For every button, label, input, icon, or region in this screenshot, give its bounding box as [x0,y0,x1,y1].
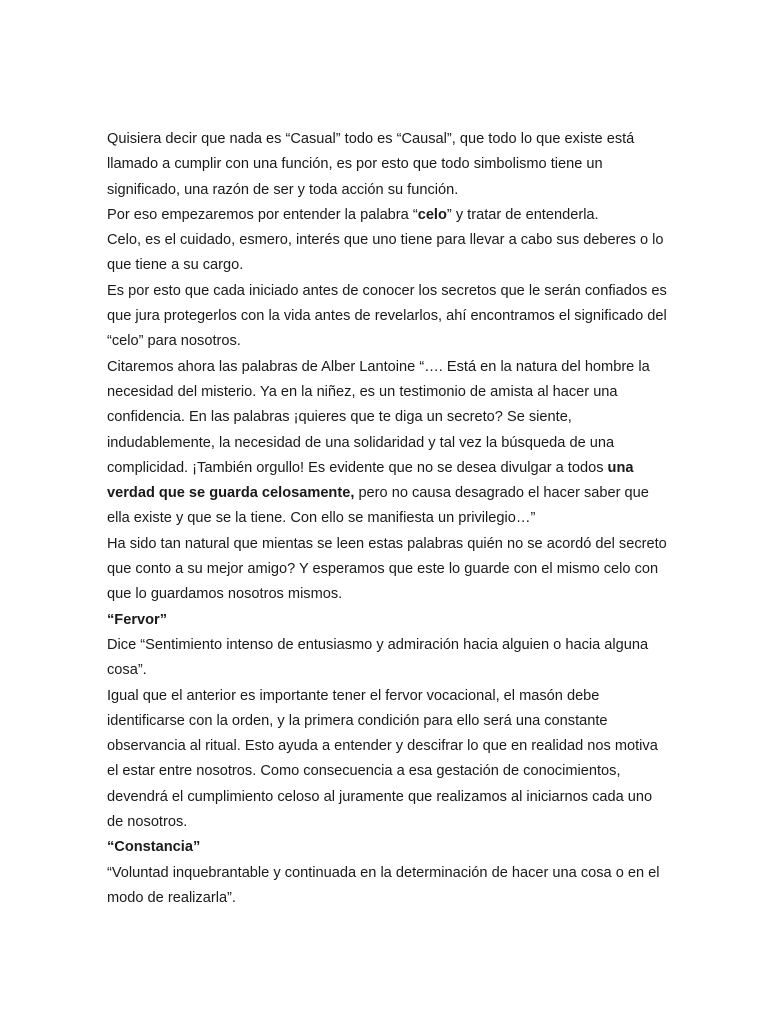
text-run: pero no causa desagrado el hacer saber que ella existe y que se la tiene. Con ello se manifiesta un privilegio…” [107,485,649,527]
paragraph-secreto: Ha sido tan natural que mientas se leen estas palabras quién no se acordó del secreto que conto a su mejor amigo? Y esperamos que este lo guarde con el mismo celo con que lo guardamos nosotros mismos. [107,535,667,603]
heading-constancia [107,835,667,860]
heading-fervor-text: “Fervor” [107,611,168,628]
paragraph-iniciado: Es por esto que cada iniciado antes de conocer los secretos que le serán confiados es que jura protegerlos con la vida antes de revelarlos, ahí encontramos el significado del “celo” para nosotros. [107,282,667,350]
paragraph-celo-intro [107,203,667,228]
heading-constancia-text: “Constancia” [107,839,201,856]
bold-term-celo: celo [417,206,447,223]
text-run: Por eso empezaremos por entender la palabra “ [107,206,418,223]
document-body [107,127,667,911]
paragraph-fervor-vocacional: Igual que el anterior es importante tener el fervor vocacional, el masón debe identificarse con la orden, y la primera condición para ello será una constante observancia al ritual. Esto ayuda a entender y descifrar lo que en realidad nos motiva el estar entre nosotros. Como consecuencia a esa gestación de conocimientos, devendrá el cumplimiento celoso al juramente que realizamos al iniciarnos cada uno de nosotros. [107,687,658,831]
paragraph-casual-causal: Quisiera decir que nada es “Casual” todo es “Causal”, que todo lo que existe está llamado a cumplir con una función, es por esto que todo simbolismo tiene un significado, una razón de ser y toda acción su función. [107,131,635,198]
text-run: Citaremos ahora las palabras de Alber Lantoine “…. Está en la natura del hombre la necesidad del misterio. Ya en la niñez, es un testimonio de amista al hacer una confidencia. En las palabras ¡quieres que te diga un secreto? Se siente, indudablemente, la necesidad de una solidaridad y tal vez la búsqueda de una complicidad. ¡También orgullo! Es evidente que no se desea divulgar a todos [107,358,650,476]
paragraph-fervor-definition: Dice “Sentimiento intenso de entusiasmo y admiración hacia alguien o hacia alguna cosa”. [107,636,649,679]
heading-fervor [107,608,667,633]
paragraph-lantoine-quote [107,355,667,532]
text-run: ” y tratar de entenderla. [446,206,599,223]
paragraph-constancia-definition: “Voluntad inquebrantable y continuada en la determinación de hacer una cosa o en el modo de realizarla”. [107,864,660,906]
bold-phrase: una verdad que se guarda celosamente, [107,459,634,502]
paragraph-celo-definition: Celo, es el cuidado, esmero, interés que uno tiene para llevar a cabo sus deberes o lo que tiene a su cargo. [107,232,664,274]
